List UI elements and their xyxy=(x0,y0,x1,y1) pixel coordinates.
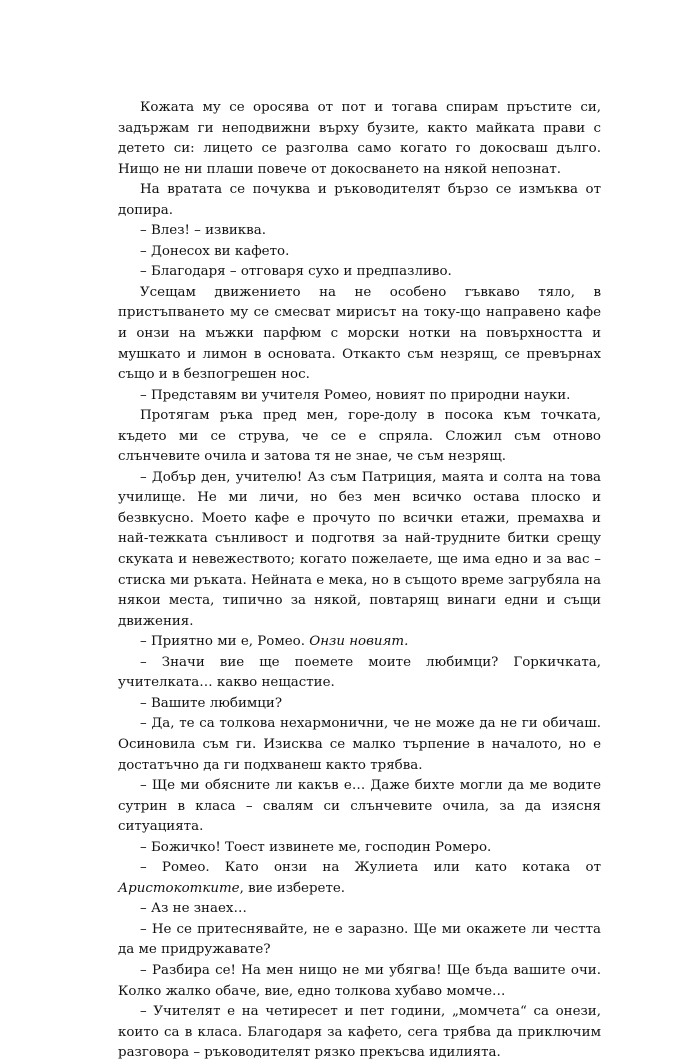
text-span: – Аз не знаех… xyxy=(140,901,247,917)
paragraph xyxy=(118,283,601,386)
text-span: Усещам движението на не особено гъвкаво тяло, в пристъпването му се смесват мирисът на току-що направено кафе и онзи на мъжки парфюм с морски нотки на повърхността и мушкато и лимон в основата. Откакто съм незрящ, се превърнах също и в безпогрешен нос. xyxy=(118,284,601,383)
dialogue-line xyxy=(118,920,601,961)
italic-thought: Онзи новият. xyxy=(309,634,409,650)
text-span: – Разбира се! На мен нищо не ми убягва! Ще бъда вашите очи. Колко жалко обаче, вие, едно толкова хубаво момче… xyxy=(118,962,601,999)
text-span: – Да, те са толкова нехармонични, че не може да не ги обичаш. Осиновила съм ги. Изисква се малко търпение в началото, но е достатъчно да ги подхванеш както трябва. xyxy=(118,716,601,773)
text-span: – Влез! – извиква. xyxy=(140,223,266,239)
dialogue-line xyxy=(118,858,601,899)
paragraph xyxy=(118,180,601,221)
text-span: – Донесох ви кафето. xyxy=(140,243,290,259)
text-span: – Учителят е на четиресет и пет години, „момчета“ са онези, които са в класа. Благодаря за кафето, сега трябва да приключим разговора – ръководителят рязко прекъсва идилията. xyxy=(118,1004,601,1061)
dialogue-line xyxy=(118,242,601,263)
dialogue-line xyxy=(118,776,601,838)
text-span: Кожата му се оросява от пот и тогава спирам пръстите си, задържам ги неподвижни върху бузите, както майката прави с детето си: лицето се разголва само когато го докосваш дълго. Нищо не ни плаши повече от докосването на някой непознат. xyxy=(118,100,601,177)
dialogue-line xyxy=(118,653,601,694)
text-span: – Значи вие ще поемете моите любимци? Горкичката, учителката… какво нещастие. xyxy=(118,654,601,691)
dialogue-line xyxy=(118,714,601,776)
page-text xyxy=(118,98,601,1064)
text-span: Протягам ръка пред мен, горе-долу в посока към точката, където ми се струва, че се е спряла. Сложил съм отново слънчевите очила и затова тя не знае, че съм незрящ. xyxy=(118,408,601,465)
text-span: – Ще ми обясните ли какъв е… Даже бихте могли да ме водите сутрин в класа – свалям си слънчевите очила, за да изясня ситуацията. xyxy=(118,778,601,835)
dialogue-line xyxy=(118,838,601,859)
italic-title: Аристокотките xyxy=(118,880,240,896)
paragraph xyxy=(118,98,601,180)
text-span: – Представям ви учителя Ромео, новият по природни науки. xyxy=(140,387,571,403)
paragraph xyxy=(118,406,601,468)
text-span: – Приятно ми е, Ромео. xyxy=(140,634,310,650)
dialogue-line xyxy=(118,632,601,653)
dialogue-line xyxy=(118,386,601,407)
dialogue-line xyxy=(118,961,601,1002)
text-span: – Вашите любимци? xyxy=(140,695,283,711)
dialogue-line xyxy=(118,694,601,715)
dialogue-line xyxy=(118,899,601,920)
dialogue-line xyxy=(118,468,601,632)
text-span: – Не се притеснявайте, не е заразно. Ще ми окажете ли честта да ме придружавате? xyxy=(118,921,601,958)
text-span: – Ромео. Като онзи на Жулиета или като котака от xyxy=(140,860,601,876)
text-span: – Божичко! Тоест извинете ме, господин Ромеро. xyxy=(140,839,492,855)
text-span: На вратата се почуква и ръководителят бързо се измъква от допира. xyxy=(118,182,601,218)
dialogue-line xyxy=(118,1002,601,1064)
text-span: – Благодаря – отговаря сухо и предпазливо. xyxy=(140,264,452,280)
dialogue-line xyxy=(118,221,601,242)
text-span: – Добър ден, учителю! Аз съм Патриция, маята и солта на това училище. Не ми личи, но без мен всичко остава плоско и безвкусно. Моето кафе е прочуто по всички етажи, премахва и най-тежката сънливост и подготвя за най-трудните битки срещу скуката и невежеството; когато пожелаете, ще има едно и за вас – стиска ми ръката. Нейната е мека, но в същото време загрубяла на някои места, типично за някой, повтарящ винаги едни и същи движения. xyxy=(118,469,601,629)
text-span: , вие изберете. xyxy=(239,880,346,896)
dialogue-line xyxy=(118,262,601,283)
